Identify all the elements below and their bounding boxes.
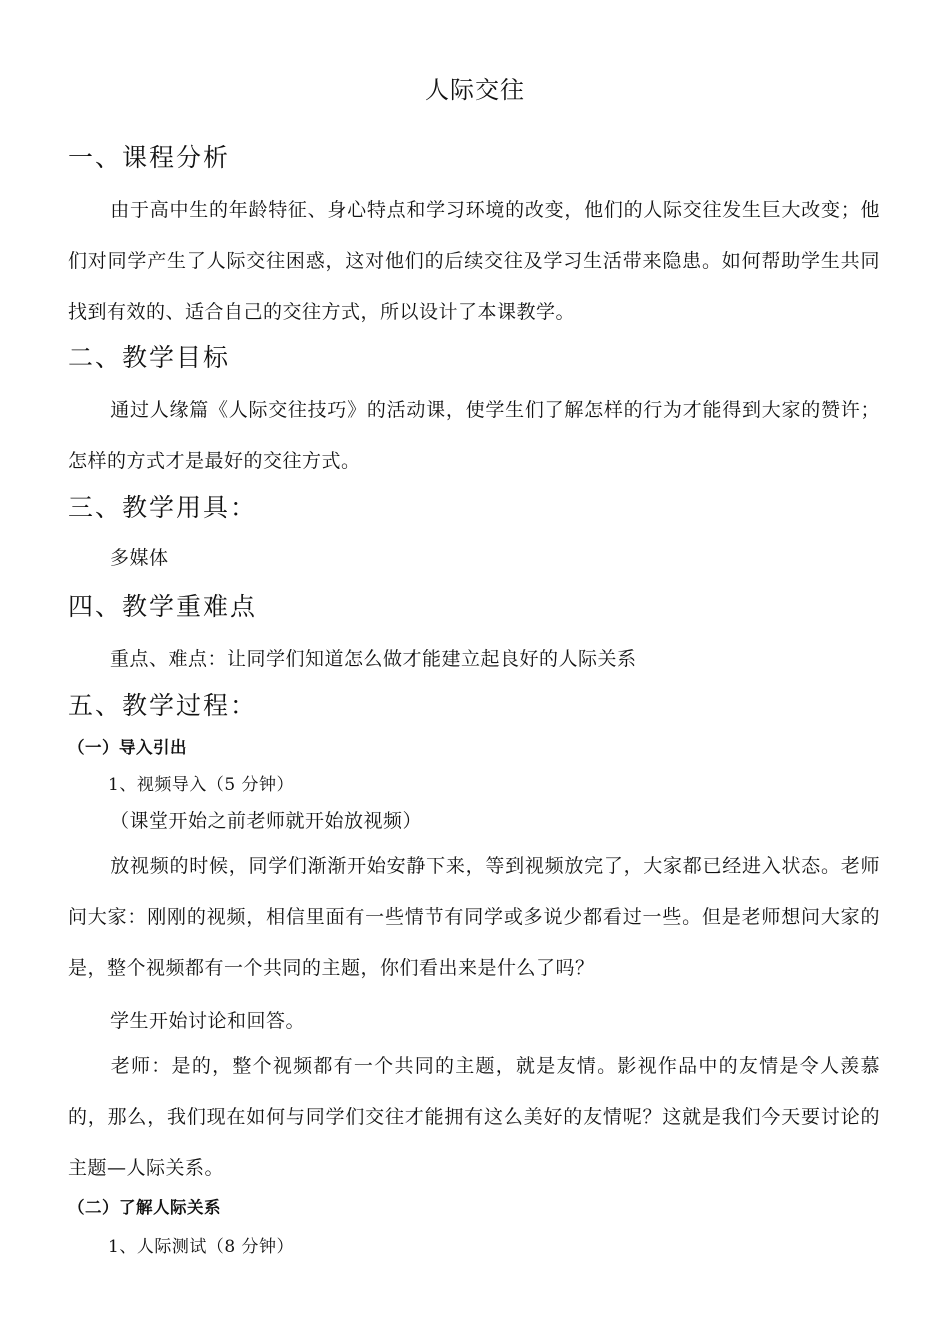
teaching-goals-text: 通过人缘篇《人际交往技巧》的活动课，使学生们了解怎样的行为才能得到大家的赞许；怎样的方式才是最好的交往方式。 [68,399,880,472]
teacher-summary-text: 老师：是的，整个视频都有一个共同的主题，就是友情。影视作品中的友情是令人羡慕的，那么，我们现在如何与同学们交往才能拥有这么美好的友情呢？这就是我们今天要讨论的主题—人际关系。 [68,1055,880,1179]
section-heading-teaching-process: 五、教学过程： [68,691,258,720]
subsection-heading-introduction: （一）导入引出 [68,738,187,757]
section-heading-teaching-goals: 二、教学目标 [68,343,231,372]
key-points-text: 重点、难点：让同学们知道怎么做才能建立起良好的人际关系 [110,648,637,670]
section-heading-teaching-tools: 三、教学用具： [68,493,258,522]
document-title: 人际交往 [425,76,525,104]
video-intro-note: （课堂开始之前老师就开始放视频） [110,810,423,832]
subsection-heading-relationships: （二）了解人际关系 [68,1198,221,1217]
video-discussion-text: 放视频的时候，同学们渐渐开始安静下来，等到视频放完了，大家都已经进入状态。老师问大家：刚刚的视频，相信里面有一些情节有同学或多说少都看过一些。但是老师想问大家的是，整个视频都有一个共同的主题，你们看出来是什么了吗？ [68,855,880,979]
video-discussion-paragraph [68,841,880,994]
student-discussion-text: 学生开始讨论和回答。 [110,1010,306,1032]
teacher-summary-paragraph [68,1041,880,1194]
relationship-test-item: 1、人际测试（8 分钟） [108,1237,295,1257]
teaching-tools-text: 多媒体 [110,547,169,569]
section-heading-key-points: 四、教学重难点 [68,592,258,621]
section-heading-course-analysis: 一、课程分析 [68,143,231,172]
course-analysis-text: 由于高中生的年龄特征、身心特点和学习环境的改变，他们的人际交往发生巨大改变；他们对同学产生了人际交往困惑，这对他们的后续交往及学习生活带来隐患。如何帮助学生共同找到有效的、适合自己的交往方式，所以设计了本课教学。 [68,199,880,323]
video-intro-item: 1、视频导入（5 分钟） [108,775,295,795]
course-analysis-paragraph [68,185,880,338]
teaching-goals-paragraph [68,385,880,487]
